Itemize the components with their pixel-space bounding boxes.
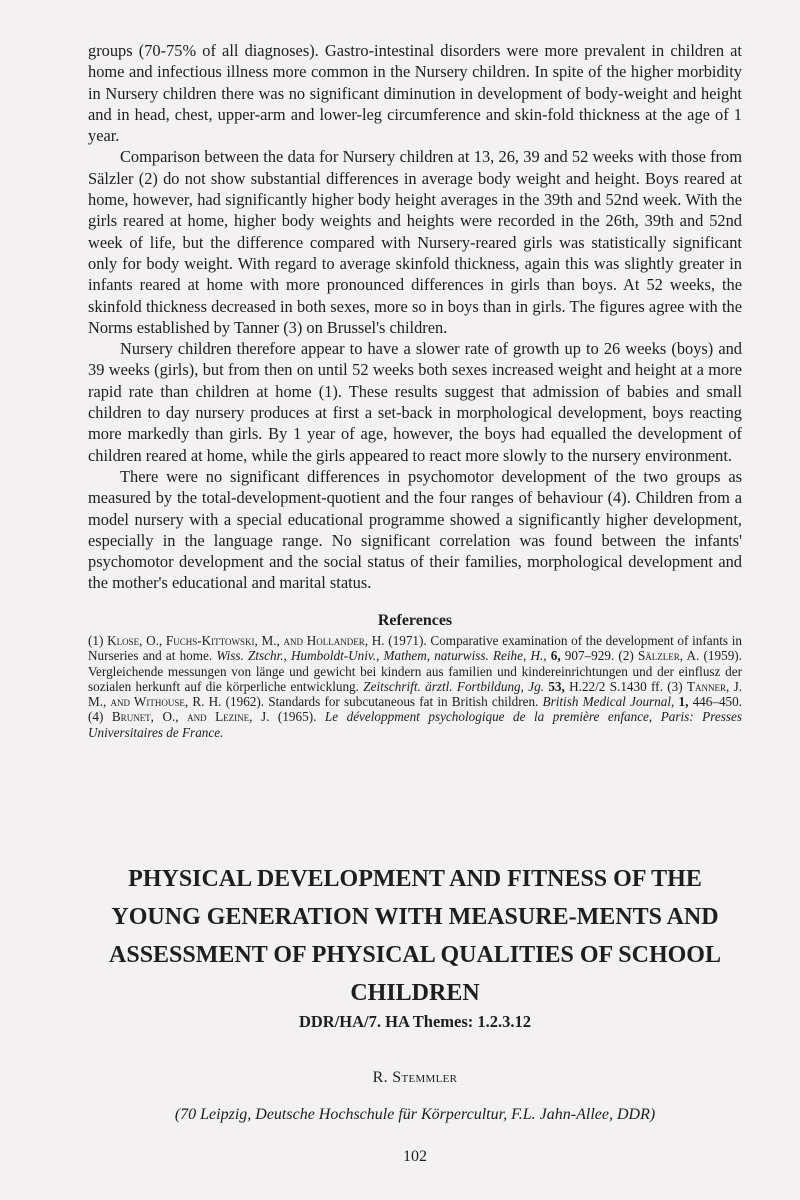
paragraph: groups (70-75% of all diagnoses). Gastro-intestinal disorders were more prevalent in children at home and infectious illness more common in the Nursery children. In spite of the higher morbidity in Nursery children there was no significant diminution in development of body-weight and height and in head, chest, upper-arm and lower-leg circumference and skin-fold thickness at the age of 1 year.	[88, 41, 742, 146]
references-heading: References	[377, 612, 453, 629]
paragraph: There were no significant differences in psychomotor development of the two groups as measured by the total-development-quotient and the four ranges of behaviour (4). Children from a model nursery with a special educational programme showed a significantly higher development, especially in the language range. No significant correlation was found between the infants' psychomotor development and the social status of their families, morphological development and the mother's educational and marital status.	[88, 466, 742, 593]
reference-text: (1965).	[269, 709, 325, 725]
reference-number: (4)	[88, 709, 112, 725]
reference-authors: Tanner, J. M., and Withouse, R. H.	[88, 678, 743, 710]
paragraph: Nursery children therefore appear to have a slower rate of growth up to 26 weeks (boys) and 39 weeks (girls), but from then on until 52 weeks both sexes increased weight and height at a more rapid rate than children at home (1). These results suggest that admission of babies and small children to day nursery produces at first a set-back in morphological development, boys reacting more markedly than girls. By 1 year of age, however, the boys had equalled the development of children reared at home, while the girls appeared to react more slowly to the nursery environment.	[88, 339, 742, 465]
reference-source: Zeitschrift. ärztl. Fortbildung, Jg.	[363, 678, 544, 694]
reference-source: British Medical Journal,	[542, 694, 675, 710]
reference-authors: Brunet, O., and Lezine, J.	[111, 709, 270, 725]
page-number: 102	[403, 1148, 427, 1165]
reference-text: (1959). Vergleichende messungen von länge und gewicht bei kindern aus familien und kindereinrichtungen und der einflusz der sozialen herkunft auf die körperliche entwicklung.	[88, 648, 742, 694]
reference-text: (1962). Standards for subcutaneous fat in British children.	[221, 694, 543, 710]
reference-number: (1)	[88, 633, 108, 648]
reference-source: Le développment psychologique de la première enfance, Paris: Presses Universitaires de France.	[88, 709, 742, 740]
reference-pages: H.22/2 S.1430 ff.	[564, 678, 668, 694]
body-text	[88, 40, 742, 594]
paragraph: Comparison between the data for Nursery children at 13, 26, 39 and 52 weeks with those from Sälzler (2) do not show substantial differences in average body weight and height. Boys reared at home, however, had significantly higher body height averages in the 39th and 52nd week. With the girls reared at home, higher body weights and heights were recorded in the 26th, 39th and 52nd week of life, but the difference compared with Nursery-reared girls was statistically significant only for body weight. With regard to average skinfold thickness, again this was slightly greater in infants reared at home with more pronounced differences in girls than boys. At 52 weeks, the skinfold thickness decreased in both sexes, more so in boys than in girls. The figures agree with the Norms established by Tanner (3) on Brussel's children.	[88, 147, 742, 337]
reference-authors: Sälzler, A.	[637, 648, 700, 664]
reference-authors: Klose, O., Fuchs-Kittowski, M., and Hollander, H.	[107, 633, 385, 648]
reference-text: (1971). Comparative examination of the development of infants in Nurseries and at home.	[88, 633, 742, 664]
reference-volume: 1,	[674, 694, 689, 710]
article-code: DDR/HA/7. HA Themes: 1.2.3.12	[298, 1012, 532, 1031]
article-author: R. Stemmler	[372, 1069, 458, 1086]
reference-number: (3)	[667, 678, 687, 694]
reference-volume: 6,	[546, 648, 561, 664]
reference-source: Wiss. Ztschr., Humboldt-Univ., Mathem, naturwiss. Reihe, H.,	[216, 648, 547, 664]
reference-pages: 907–929.	[560, 648, 619, 664]
reference-pages: 446–450.	[688, 694, 743, 710]
author-affiliation: (70 Leipzig, Deutsche Hochschule für Körpercultur, F.L. Jahn-Allee, DDR)	[174, 1106, 656, 1123]
article-title: PHYSICAL DEVELOPMENT AND FITNESS OF THE YOUNG GENERATION WITH MEASURE-MENTS AND ASSESSMENT OF PHYSICAL QUALITIES OF SCHOOL CHILDREN	[109, 866, 721, 1006]
reference-number: (2)	[618, 648, 638, 664]
references-list	[88, 633, 742, 740]
reference-volume: 53,	[544, 678, 565, 694]
